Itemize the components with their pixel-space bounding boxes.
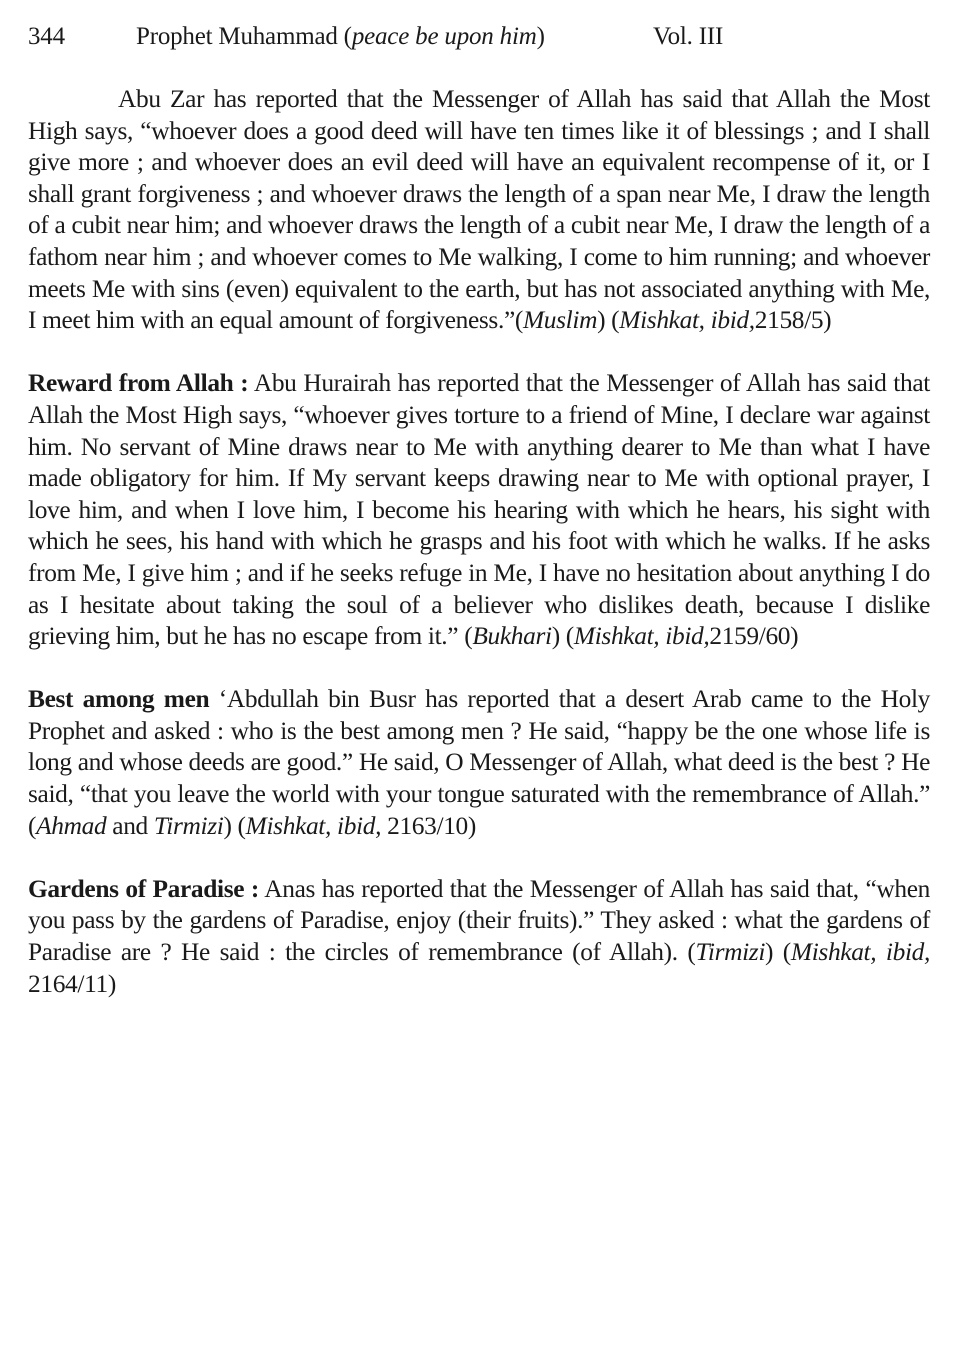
citation: (Muslim) bbox=[514, 306, 606, 335]
running-title-suffix: ) bbox=[536, 23, 545, 50]
running-title-prefix: Prophet Muhammad ( bbox=[136, 23, 352, 50]
citation: (Tirmizi) bbox=[687, 938, 774, 967]
section-heading: Gardens of Paradise : bbox=[28, 874, 259, 903]
section-heading: Best among men bbox=[28, 685, 210, 714]
paragraph-best-among-men bbox=[28, 684, 930, 842]
paragraph-abu-zar bbox=[28, 84, 930, 337]
paragraph-body: ‘Abdullah bin Busr has reported that a desert Arab came to the Holy Prophet and asked : who is the best among men ? He said, “happy be the one whose life is long and whose deeds are good.” He said, O Messenger of Allah, what deed is the best ? He said, “that you leave the world with your tongue saturated with the remembrance of Allah.” bbox=[28, 685, 930, 809]
paragraph-gardens-of-paradise bbox=[28, 874, 930, 1000]
paragraph-body: Abu Zar has reported that the Messenger of Allah has said that Allah the Most High says, “whoever does a good deed will have ten times like it of blessings ; and I shall give more ; and whoever does an evil deed will have an equivalent recompense of it, or I shall grant forgiveness ; and whoever draws the length of a span near Me, I draw the length of a cubit near him; and whoever draws the length of a cubit near Me, I draw the length of a fathom near him ; and whoever comes to Me walking, I come to him running; and whoever meets Me with sins (even) equivalent to the earth, but has not associated anything with Me, I meet him with an equal amount of forgiveness.” bbox=[28, 85, 930, 335]
paragraph-body: Anas has reported that the Messenger of Allah has said that, “when you pass by the gardens of Paradise, enjoy (their fruits).” They asked : what the gardens of Paradise are ? He said : the circles of remembrance (of Allah). bbox=[28, 874, 930, 967]
paragraph-body: Abu Hurairah has reported that the Messenger of Allah has said that Allah the Most High says, “whoever gives torture to a friend of Mine, I declare war against him. No servant of Mine draws near to Me with anything dearer to Me than what I have made obligatory for him. If My servant keeps drawing near to Me with optional prayer, I love him, and when I love him, I become his hearing with which he hears, his sight with which he sees, his hand with which he grasps and his foot with which he walks. If he asks from Me, I give him ; and if he seeks refuge in Me, I have no hesitation about anything I do as I hesitate about taking the soul of a believer who dislikes death, because I dislike grieving him, but he has no escape from it.” bbox=[28, 369, 930, 651]
paragraph-reward-from-allah bbox=[28, 368, 930, 652]
citation: (Ahmad and Tirmizi) bbox=[28, 811, 232, 840]
citation: (Mishkat, ibid,2158/5) bbox=[605, 306, 832, 335]
volume-label: Vol. III bbox=[653, 23, 724, 50]
page-number: 344 bbox=[28, 23, 65, 50]
section-heading: Reward from Allah : bbox=[28, 369, 249, 398]
running-title-italic: peace be upon him bbox=[351, 23, 537, 50]
citation: (Mishkat, ibid, 2164/11) bbox=[28, 938, 930, 998]
page-body bbox=[28, 84, 930, 1032]
running-title bbox=[136, 20, 545, 54]
citation: (Bukhari) bbox=[464, 622, 560, 651]
citation: (Mishkat, ibid,2159/60) bbox=[559, 622, 799, 651]
citation: (Mishkat, ibid, 2163/10) bbox=[231, 811, 476, 840]
